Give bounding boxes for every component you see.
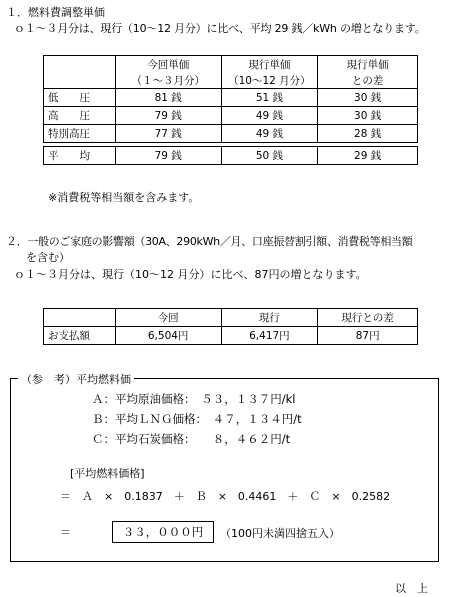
- header-current-period: （１～３月分）: [115, 72, 221, 89]
- cell: 28 銭: [318, 125, 418, 143]
- household-impact-table: [43, 308, 418, 345]
- table-row: [44, 125, 418, 143]
- row-label: 低 圧: [44, 89, 116, 107]
- header-current: 今回単価: [115, 56, 221, 73]
- cell: 81 銭: [115, 89, 221, 107]
- table-corner-cell: [44, 309, 116, 327]
- unit-price-table: [43, 55, 418, 165]
- formula-label: [平均燃料価格]: [70, 467, 145, 480]
- section2-heading-line1: ２．一般のご家庭の影響額（30A、290kWh／月、口座振替割引額、消費税等相当額: [6, 235, 413, 248]
- row-label: お支払額: [44, 327, 116, 345]
- cell: 51 銭: [221, 89, 318, 107]
- formula: ＝ Ａ × 0.1837 ＋ Ｂ × 0.4461 ＋ Ｃ × 0.2582: [60, 490, 391, 503]
- cell: 30 銭: [318, 89, 418, 107]
- row-label: 平 均: [44, 147, 116, 165]
- header-previous: 現行単価: [221, 56, 318, 73]
- header-diff: 現行との差: [318, 309, 418, 327]
- table-row: [44, 89, 418, 107]
- cell: 77 銭: [115, 125, 221, 143]
- reference-title: （参 考）平均燃料価: [18, 371, 134, 387]
- section1-bullet: ｏ１～３月分は、現行（10～12 月分）に比べ、平均 29 銭／kWh の増となります。: [14, 22, 426, 35]
- result-note: （100円未満四捨五入）: [220, 527, 340, 540]
- tax-note: ※消費税等相当額を含みます。: [48, 191, 200, 204]
- cell: 6,417円: [221, 327, 318, 345]
- cell: 87円: [318, 327, 418, 345]
- header-previous: 現行: [221, 309, 318, 327]
- average-row: [44, 147, 418, 165]
- cell: 29 銭: [318, 147, 418, 165]
- fuel-price-line-a: Ａ：平均原油価格： ５３，１３７円/kl: [92, 392, 296, 406]
- row-label: 高 圧: [44, 107, 116, 125]
- closing: 以 上: [395, 582, 428, 595]
- header-diff-sub: との差: [318, 72, 418, 89]
- header-diff: 現行単価: [318, 56, 418, 73]
- cell: 6,504円: [115, 327, 221, 345]
- result-value: ３３，０００円: [112, 521, 214, 543]
- header-previous-period: （10～12 月分）: [221, 72, 318, 89]
- header-current: 今回: [115, 309, 221, 327]
- cell: 30 銭: [318, 107, 418, 125]
- table-row: [44, 107, 418, 125]
- section2-heading-line2: を含む）: [26, 251, 70, 264]
- table-row: [44, 327, 418, 345]
- fuel-price-line-c: Ｃ：平均石炭価格： ８，４６２円/t: [92, 432, 291, 446]
- result-equals: ＝: [60, 526, 71, 539]
- row-label: 特別高圧: [44, 125, 116, 143]
- section1-heading: １．燃料費調整単価: [6, 6, 105, 19]
- cell: 50 銭: [221, 147, 318, 165]
- cell: 49 銭: [221, 107, 318, 125]
- cell: 49 銭: [221, 125, 318, 143]
- table-corner-cell: [44, 56, 116, 89]
- section2-bullet: ｏ１～３月分は、現行（10～12 月分）に比べ、87円の増となります。: [14, 268, 367, 281]
- cell: 79 銭: [115, 107, 221, 125]
- fuel-price-line-b: Ｂ：平均ＬＮＧ価格： ４７，１３４円/t: [92, 412, 302, 426]
- cell: 79 銭: [115, 147, 221, 165]
